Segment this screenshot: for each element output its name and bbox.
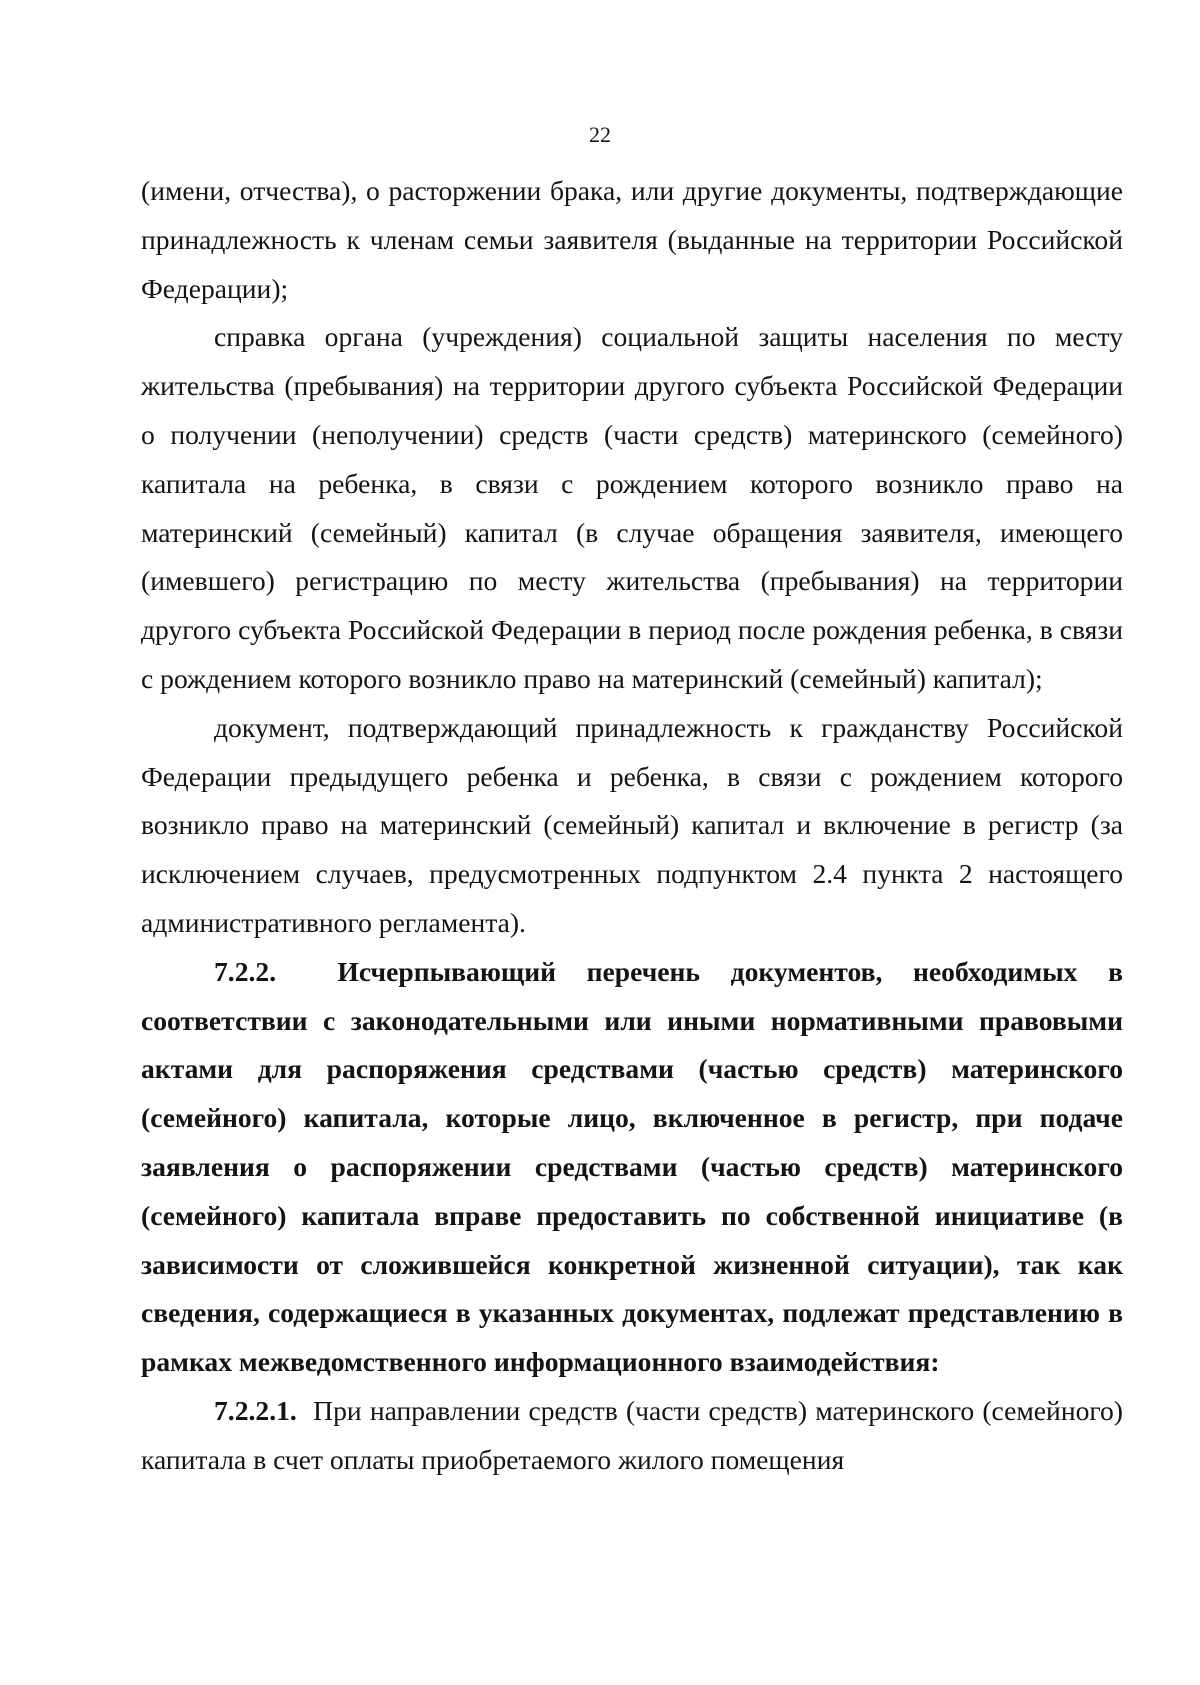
subsection-text: При направлении средств (части средств) материнского (семейного) капитала в счет оплаты приобретаемого жилого помещения: [141, 1394, 1123, 1475]
paragraph-section-7-2-2-1: [141, 1387, 1123, 1485]
paragraph-social-protection-certificate: справка органа (учреждения) социальной защиты населения по месту жительства (пребывания) на территории другого субъекта Российской Федерации о получении (неполучении) средств (части средств) материнского (семейного) капитала на ребенка, в связи с рождением которого возникло право на материнский (семейный) капитал (в случае обращения заявителя, имеющего (имевшего) регистрацию по месту жительства (пребывания) на территории другого субъекта Российской Федерации в период после рождения ребенка, в связи с рождением которого возникло право на материнский (семейный) капитал);: [141, 321, 1123, 694]
paragraph-family-documents: (имени, отчества), о расторжении брака, или другие документы, подтверждающие принадлежность к членам семьи заявителя (выданные на территории Российской Федерации);: [141, 175, 1123, 304]
subsection-number: 7.2.2.1.: [214, 1394, 297, 1426]
document-body: [141, 167, 1123, 1485]
page-number: 22: [589, 122, 611, 147]
section-number: 7.2.2.: [214, 955, 277, 987]
paragraph-section-7-2-2: [141, 948, 1123, 1387]
section-text: Исчерпывающий перечень документов, необходимых в соответствии с законодательными или иными нормативными правовыми актами для распоряжения средствами (частью средств) материнского (семейного) капитала, которые лицо, включенное в регистр, при подаче заявления о распоряжении средствами (частью средств) материнского (семейного) капитала вправе предоставить по собственной инициативе (в зависимости от сложившейся конкретной жизненной ситуации), так как сведения, содержащиеся в указанных документах, подлежат представлению в рамках межведомственного информационного взаимодействия:: [141, 955, 1123, 1378]
paragraph-citizenship-document: документ, подтверждающий принадлежность к гражданству Российской Федерации предыдущего ребенка и ребенка, в связи с рождением которого возникло право на материнский (семейный) капитал и включение в регистр (за исключением случаев, предусмотренных подпунктом 2.4 пункта 2 настоящего административного регламента).: [141, 711, 1123, 938]
